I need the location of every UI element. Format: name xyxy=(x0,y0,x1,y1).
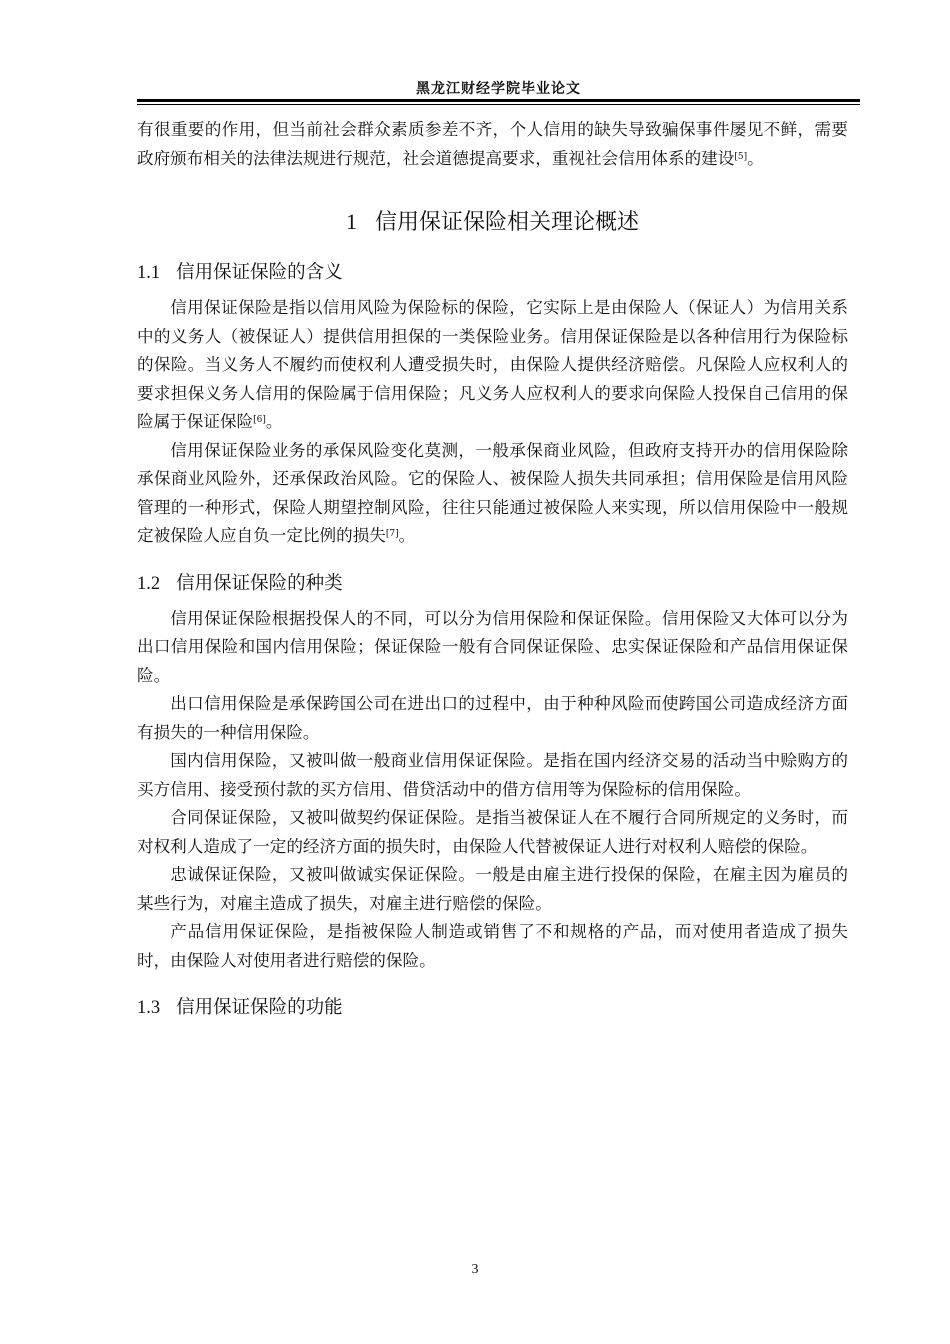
paragraph: 忠诚保证保险，又被叫做诚实保证保险。一般是由雇主进行投保的保险，在雇主因为雇员的某些行为，对雇主造成了损失，对雇主进行赔偿的保险。 xyxy=(137,865,848,913)
paragraph: 国内信用保险，又被叫做一般商业信用保证保险。是指在国内经济交易的活动当中赊购方的买方信用、接受预付款的买方信用、借贷活动中的借方信用等为保险标的信用保险。 xyxy=(137,751,848,799)
page-body xyxy=(137,116,848,1029)
paragraph: 产品信用保证保险，是指被保险人制造或销售了不和规格的产品，而对使用者造成了损失时，由保险人对使用者进行赔偿的保险。 xyxy=(137,922,848,970)
section-heading-1-1: 1.1 信用保证保险的含义 xyxy=(137,262,343,283)
header-rule-thick xyxy=(137,99,860,102)
section-heading-1-2: 1.2 信用保证保险的种类 xyxy=(137,572,343,594)
citation: [6] xyxy=(253,415,266,425)
running-header: 黑龙江财经学院毕业论文 xyxy=(416,81,581,97)
header-rule-thin xyxy=(137,104,860,105)
paragraph: 信用保证保险业务的承保风险变化莫测，一般承保商业风险，但政府支持开办的信用保险除承保商业风险外，还承保政治风险。它的保险人、被保险人损失共同承担；信用保险是信用风险管理的一种形式，保险人期望控制风险，往往只能通过被保险人来实现，所以信用保险中一般规定被保险人应自负一定比例的损失[7]。 xyxy=(137,440,848,545)
citation: [7] xyxy=(385,529,399,539)
paragraph: 信用保证保险是指以信用风险为保险标的保险，它实际上是由保险人（保证人）为信用关系中的义务人（被保证人）提供信用担保的一类保险业务。信用保证保险是以各种信用行为保险标的保险。当义务人不履约而使权利人遭受损失时，由保险人提供经济赔偿。凡保险人应权利人的要求担保义务人信用的保险属于信用保险；凡义务人应权利人的要求向保险人投保自己信用的保险属于保证保险[6]。 xyxy=(137,298,848,431)
page-number: 3 xyxy=(471,1262,479,1277)
chapter-heading: 1 信用保证保险相关理论概述 xyxy=(345,209,639,235)
section-heading-1-3: 1.3 信用保证保险的功能 xyxy=(137,997,343,1018)
paragraph: 出口信用保险是承保跨国公司在进出口的过程中，由于种种风险而使跨国公司造成经济方面有损失的一种信用保险。 xyxy=(137,694,848,742)
citation: [5] xyxy=(734,151,748,162)
paragraph: 信用保证保险根据投保人的不同，可以分为信用保险和保证保险。信用保险又大体可以分为出口信用保险和国内信用保险；保证保险一般有合同保证保险、忠实保证保险和产品信用保证保险。 xyxy=(137,608,848,685)
intro-paragraph: 有很重要的作用，但当前社会群众素质参差不齐，个人信用的缺失导致骗保事件屡见不鲜，需要政府颁布相关的法律法规进行规范，社会道德提高要求，重视社会信用体系的建设[5]。 xyxy=(137,120,848,168)
paragraph: 合同保证保险，又被叫做契约保证保险。是指当被保证人在不履行合同所规定的义务时，而对权利人造成了一定的经济方面的损失时，由保险人代替被保证人进行对权利人赔偿的保险。 xyxy=(137,808,848,856)
